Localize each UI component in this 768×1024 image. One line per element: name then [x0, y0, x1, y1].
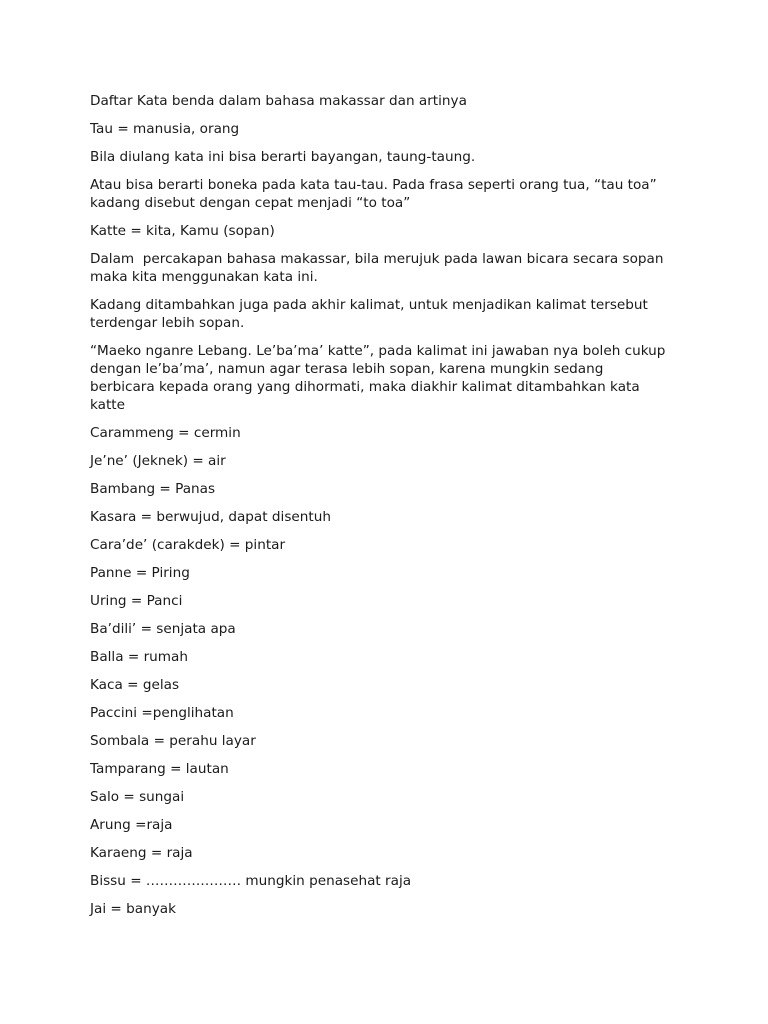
entry-badili: Ba’dili’ = senjata apa	[90, 621, 236, 637]
entry-panne: Panne = Piring	[90, 565, 190, 581]
entry-karaeng: Karaeng = raja	[90, 845, 193, 861]
entry-paccini: Paccini =penglihatan	[90, 705, 234, 721]
entry-bambang: Bambang = Panas	[90, 481, 216, 497]
entry-jai: Jai = banyak	[90, 901, 176, 917]
paragraph-katte-polite: Dalam percakapan bahasa makassar, bila merujuk pada lawan bicara secara sopan maka kita menggunakan kata ini.	[90, 251, 664, 285]
paragraph-tau-repeated: Bila diulang kata ini bisa berarti bayangan, taung-taung.	[90, 149, 476, 165]
entry-kasara: Kasara = berwujud, dapat disentuh	[90, 509, 331, 525]
paragraph-tau-tau: Atau bisa berarti boneka pada kata tau-tau. Pada frasa seperti orang tua, “tau toa” kadang disebut dengan cepat menjadi “to toa”	[90, 177, 657, 211]
document-page	[90, 92, 690, 928]
document-title: Daftar Kata benda dalam bahasa makassar dan artinya	[90, 93, 467, 109]
entry-bissu: Bissu = ………………… mungkin penasehat raja	[90, 873, 412, 889]
entry-tau: Tau = manusia, orang	[90, 121, 240, 137]
entry-arung: Arung =raja	[90, 817, 173, 833]
paragraph-katte-example: “Maeko nganre Lebang. Le’ba’ma’ katte”, pada kalimat ini jawaban nya boleh cukup dengan le’ba’ma’, namun agar terasa lebih sopan, karena mungkin sedang berbicara kepada orang yang dihormati, maka diakhir kalimat ditambahkan kata katte	[90, 343, 666, 413]
entry-kaca: Kaca = gelas	[90, 677, 180, 693]
entry-katte: Katte = kita, Kamu (sopan)	[90, 223, 275, 239]
entry-carade: Cara’de’ (carakdek) = pintar	[90, 537, 286, 553]
entry-carammeng: Carammeng = cermin	[90, 425, 241, 441]
entry-jene: Je’ne’ (Jeknek) = air	[90, 453, 226, 469]
paragraph-katte-suffix: Kadang ditambahkan juga pada akhir kalimat, untuk menjadikan kalimat tersebut terdengar lebih sopan.	[90, 297, 648, 331]
entry-uring: Uring = Panci	[90, 593, 183, 609]
entry-salo: Salo = sungai	[90, 789, 185, 805]
entry-sombala: Sombala = perahu layar	[90, 733, 256, 749]
entry-tamparang: Tamparang = lautan	[90, 761, 229, 777]
entry-balla: Balla = rumah	[90, 649, 188, 665]
